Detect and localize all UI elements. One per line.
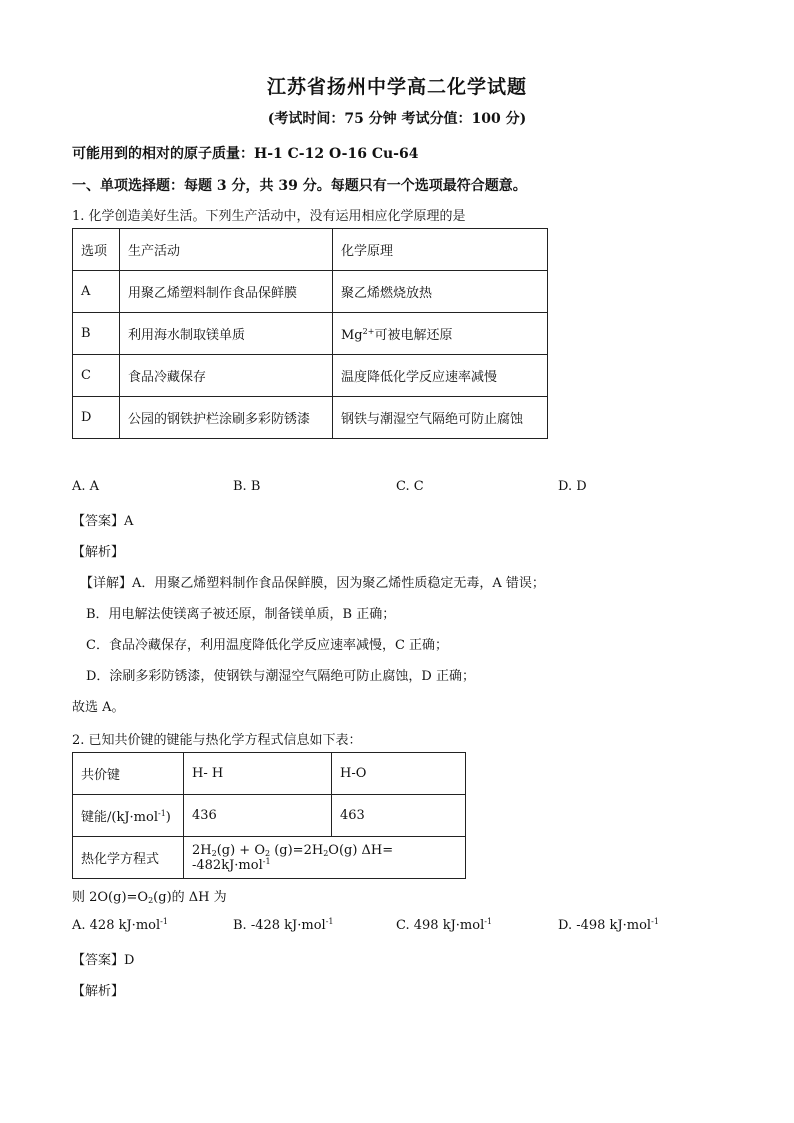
unit-exponent: -1 [158,809,166,818]
option-text: A. 428 kJ·mol [72,918,161,933]
ion-charge: 2+ [362,327,375,336]
bond-energy-label: 键能/(kJ·mol [81,810,158,825]
table-cell: C [73,355,120,397]
option-a [72,918,168,933]
table-row [73,271,548,313]
table-row [73,313,548,355]
eq-subscript: 2 [264,848,271,858]
bond-energy-label-end: ) [165,810,171,825]
eq-part: (g) + O [216,842,265,858]
option-exponent: -1 [160,917,168,926]
table-cell [333,313,548,355]
option-exponent: -1 [651,917,659,926]
table-header-cell: 选项 [73,229,120,271]
detail-line: 【详解】A．用聚乙烯塑料制作食品保鲜膜，因为聚乙烯性质稳定无毒，A 错误； [80,576,545,591]
answer-label: 【答案】 [72,514,125,529]
option-c [396,918,492,933]
detail-line: C．食品冷藏保存，利用温度降低化学反应速率减慢，C 正确； [86,638,449,653]
question-2-table [72,752,466,879]
table-header-cell: 化学原理 [333,229,548,271]
answer-line [72,949,134,968]
option-a: A. A [72,479,100,494]
answer-value: A [124,514,134,529]
question-1-table [72,228,548,439]
table-row [73,397,548,439]
table-cell: 用聚乙烯塑料制作食品保鲜膜 [120,271,333,313]
analysis-label: 【解析】 [72,545,125,560]
option-text: B. -428 kJ·mol [233,918,326,933]
ask-part: (g)的 ΔH 为 [153,890,227,905]
question-2-ask [72,886,227,905]
table-row [73,837,466,879]
table-cell: H-O [332,753,466,795]
option-b: B. B [233,479,261,494]
option-exponent: -1 [325,917,334,926]
table-cell: D [73,397,120,439]
eq-subscript: 2 [323,848,329,858]
table-cell: 436 [184,795,332,837]
table-row [73,753,466,795]
option-b [233,918,334,933]
table-cell: 共价键 [73,753,184,795]
option-d [558,918,659,933]
table-cell: 公园的钢铁护栏涂刷多彩防锈漆 [120,397,333,439]
answer-line [72,510,133,529]
eq-subscript: 2 [211,848,217,858]
analysis-label: 【解析】 [72,984,125,999]
question-1-stem: 1. 化学创造美好生活。下列生产活动中，没有运用相应化学原理的是 [72,209,466,224]
table-cell: 温度降低化学反应速率减慢 [333,355,548,397]
table-cell: 热化学方程式 [73,837,184,879]
table-row [73,795,466,837]
detail-line: D．涂刷多彩防锈漆，使钢铁与潮湿空气隔绝可防止腐蚀，D 正确； [86,669,475,684]
table-row [73,355,548,397]
table-header-cell: 生产活动 [120,229,333,271]
option-text: C. 498 kJ·mol [396,918,485,933]
eq-part: (g)=2H [270,842,324,858]
ion-symbol: Mg [341,328,363,343]
eq-superscript: -1 [262,856,271,866]
table-cell: 聚乙烯燃烧放热 [333,271,548,313]
table-cell: 食品冷藏保存 [120,355,333,397]
table-cell: A [73,271,120,313]
table-cell: 利用海水制取镁单质 [120,313,333,355]
page-title: 江苏省扬州中学高二化学试题 [266,76,527,98]
option-d: D. D [558,479,587,494]
question-2-stem: 2. 已知共价键的键能与热化学方程式信息如下表： [72,733,362,748]
thermochemical-equation [184,837,466,879]
eq-part: 2H [192,842,212,858]
table-cell [73,795,184,837]
section-heading: 一、单项选择题：每题 3 分，共 39 分。每题只有一个选项最符合题意。 [72,178,527,194]
table-cell: 463 [332,795,466,837]
table-cell: 钢铁与潮湿空气隔绝可防止腐蚀 [333,397,548,439]
option-exponent: -1 [484,917,493,926]
eq-part: O(g) ΔH= -482kJ·mol [192,842,394,873]
option-text: D. -498 kJ·mol [558,918,652,933]
atomic-masses: 可能用到的相对的原子质量：H-1 C-12 O-16 Cu-64 [72,146,419,162]
answer-value: D [124,953,135,968]
answer-label: 【答案】 [72,953,125,968]
table-header-row [73,229,548,271]
table-cell: B [73,313,120,355]
exam-info: (考试时间：75 分钟 考试分值：100 分) [267,111,527,127]
ask-part: 则 2O(g)=O [72,890,149,905]
option-c: C. C [396,479,424,494]
cell-text: 可被电解还原 [374,328,453,343]
detail-line: B．用电解法使镁离子被还原，制备镁单质，B 正确； [86,607,396,622]
conclusion: 故选 A。 [72,700,125,715]
table-cell: H- H [184,753,332,795]
ask-subscript: 2 [148,896,154,905]
